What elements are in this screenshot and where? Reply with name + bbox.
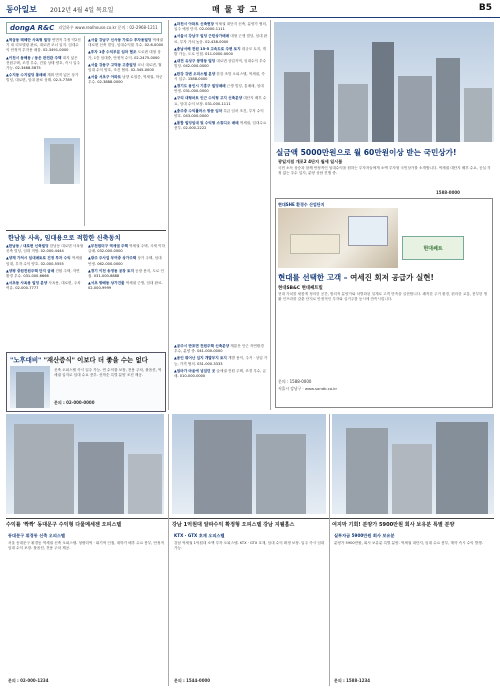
page-number: B5	[478, 3, 492, 13]
listings-column-middle	[174, 22, 268, 342]
listing-item	[6, 269, 84, 279]
bottom-phone-a: 문의 : 02-000-1234	[8, 678, 49, 683]
listing-item	[174, 96, 268, 106]
bottom-body-b: 강남 역세권 1억원대 소액 투자 오피스텔. KTX · GTX 호재, 임대 수익 확정 보장. 입주 즉시 임대 가능.	[174, 541, 325, 551]
listings-column-left-2	[88, 38, 164, 218]
listing-item	[174, 344, 268, 354]
bottom-subhead-c: 실투자금 5900만원 회사 보유분	[334, 533, 395, 538]
listing-body: 연면적 추정 약2천 기 내 리모델링 완료, 대로변 코너 입지. 임대수익 안정적 투자용 매물.	[6, 38, 81, 53]
listing-item	[88, 63, 164, 73]
listing-item	[6, 73, 82, 83]
listing-title: ▲서울 강남구 신사동 가로수 투자용빌딩	[88, 38, 152, 42]
ad-company: 현대SB&C 현대쎄트빌	[278, 286, 323, 291]
bottom-phone-b: 문의 : 1544-0000	[174, 678, 211, 683]
listing-title: ▲이천시 동해동 / 동은 완전관 주택	[6, 55, 62, 60]
ad-brand-name: 현대쎄트	[423, 245, 443, 252]
listing-item	[88, 38, 164, 48]
listing-body: 역세권 임대, 투자 수익 양호.	[6, 256, 83, 266]
agency-logo-bar	[6, 22, 162, 34]
listing-phone: 02-3468-5875	[15, 66, 41, 71]
notice-title-dark: "재산증식" 이보다 더 좋을 수는 없다	[43, 356, 148, 364]
listing-item	[174, 121, 268, 131]
ad-interior-photo	[278, 208, 398, 268]
listing-body: 상가 주택, 임대 안정.	[88, 256, 162, 266]
listing-body: 한남동 대로변 사옥형 신축 빌딩, 임대 적합.	[6, 244, 84, 254]
bottom-photo-a	[6, 414, 164, 514]
ad-caption-a: 현대를 선택한 고객 –	[278, 273, 348, 282]
listing-phone: 02-3491-0000	[42, 48, 69, 53]
listing-item	[174, 72, 268, 82]
notice-photo	[10, 366, 50, 408]
listing-body: 도로변 대형 상가, 1층 임대중, 안정적 수익.	[88, 50, 161, 60]
bottom-body-a: 서울 동대문구 휘경동 역세권 신축 오피스텔. 청량리역 · 회기역 인접, 대학가 배후 수요 풍부, 안정적 임대 수익 보장. 풀옵션, 전용 주차 제공.	[8, 541, 164, 551]
listing-phone: 02-000-2222	[183, 126, 207, 131]
ad-header: 현대SHE 환경수 산업단지	[278, 202, 325, 207]
listing-phone: 02-000-9999	[88, 286, 112, 291]
bottom-subhead-b: KTX · GTX 호재 오피스텔	[174, 533, 225, 538]
agency-contact: 리얼하우 www.realhouse.co.kr 문의 : 02-2968-1211	[58, 25, 158, 30]
listing-title: ▲한남동 / 대로변 신축빌딩	[6, 244, 49, 248]
listing-body: 근생 빌딩, 통매매, 임대 안정.	[174, 84, 264, 94]
listing-phone: 02-0000-1111	[199, 27, 225, 32]
listing-phone: 031-000-0000	[183, 89, 209, 94]
listing-phone: 042-000-0000	[183, 64, 209, 69]
listing-body: 역세권 대로변 신축 빌딩, 임대수익률 우수.	[88, 38, 163, 48]
listing-item	[174, 84, 268, 94]
listing-title: ▲충주중 수익플러스 방문 임차	[174, 108, 223, 113]
listing-body: 대형 근생 빌딩, 임대 완료, 투자 가치 높음.	[174, 34, 268, 44]
ad-caption	[278, 272, 434, 283]
listing-phone: 1588-0000	[187, 76, 208, 81]
listing-phone: 02-438-0000	[205, 39, 229, 44]
ad-caption-b: 여세진 회저 공급가 실현!	[347, 273, 434, 282]
listing-body: 한강 조망 오피스텔, 역세권, 즉시 입주.	[174, 71, 265, 81]
listing-item	[88, 75, 164, 85]
listing-body: 특급 임차 조건, 투자 수익 양호.	[174, 108, 264, 119]
listing-phone: 031-000-1111	[205, 101, 231, 106]
masthead	[0, 0, 500, 18]
listing-title: ▲역삼동 테헤란 사옥형 빌딩	[6, 38, 51, 42]
listing-phone: 032-000-0000	[97, 249, 123, 254]
listing-phone: 02-000-5555	[40, 261, 64, 266]
listing-title: ▲양재 가처시 임대매토로 진정 투자 수익	[6, 256, 71, 261]
midleft-headline: 한남동 사옥, 임대용으로 적합한 신축동치	[8, 235, 121, 242]
notice-body: 신축 오피스텔 즉시 입주 가능. 연 수익률 보장, 전용 주차, 풀옵션, 역세권 입지로 임대 수요 풍부. 선착순 특별 분양 조건 제공.	[54, 368, 162, 378]
listings-column-middle-lower	[174, 344, 268, 408]
listing-photo-small	[44, 138, 80, 184]
right-top-subhead: 광일지점 개포2 4단지 월세 일시불	[278, 159, 343, 164]
listing-title: ▲한강 강변 오피스텔 분양	[174, 71, 216, 76]
notice-phone: 문의 : 02-000-0000	[54, 400, 95, 405]
listing-body: 개발 용이, 주거 · 상업 가능, 가격 협의.	[174, 356, 268, 366]
ad-address: 서울시 강남구 · www.sandb.co.kr	[278, 386, 338, 391]
listing-body: 역세권 근생, 임대 완료.	[124, 281, 163, 286]
section-title: 매 물 광 고	[212, 5, 259, 14]
listing-title: ▲공주시 반포면 전원주택 신축분양	[174, 344, 230, 348]
listing-title: ▲서울시 강남구 빌딩 근린상가매매	[174, 34, 230, 39]
bottom-phone-c: 문의 : 1588-1234	[334, 678, 371, 683]
listing-title: ▲경기도 용인시 기흥구 빌딩매매	[174, 84, 226, 89]
listing-body: 코너 대로변, 월 임대 수익 양호, 조건 협의.	[88, 62, 162, 73]
listing-phone: 02-3888-0000	[97, 80, 123, 85]
ad-brand-logo	[402, 236, 464, 260]
listing-title: ▲충남서해 전원 15-5 고속도로 주변 토지	[174, 46, 241, 51]
listing-phone: 02-345-0000	[130, 68, 154, 73]
listing-item	[174, 59, 268, 69]
listing-item	[88, 244, 166, 254]
bottom-headline-c: 여지막 기회! 분양가 5900만원 회사 보유분 특별 분양	[332, 522, 455, 528]
listing-title: ▲과천시 아파트 신축현장	[174, 22, 214, 26]
listing-title: ▲통합 빌딩임대 및 수익형 스튜디오 매매	[174, 121, 239, 126]
listing-phone: 041-000-0000	[197, 349, 223, 354]
listing-title: ▲서초동 사옥용 빌딩 분양	[6, 281, 48, 286]
listing-item	[174, 109, 268, 119]
midright-listings	[88, 244, 166, 348]
listing-phone: 043-000-0000	[183, 114, 209, 119]
listing-item	[174, 34, 268, 44]
bottom-headline-a: 수익률 '짝짝' 동대문구 수익형 다물메세젠 오피스텔	[6, 522, 122, 528]
listing-body: 공장 용지, 도로 인접.	[88, 268, 164, 279]
listing-item	[6, 281, 84, 291]
right-top-headline: 실금액 5000만원으로 월 60만원이상 받는 국민상가!	[276, 148, 457, 157]
listing-phone: 062-000-0000	[97, 261, 123, 266]
listing-item	[174, 47, 268, 57]
listing-item	[174, 369, 268, 379]
listing-title: ▲대전 유성구 봉명동 빌딩	[174, 59, 216, 64]
listing-body: 대지 넓은 전원주택, 조경 우수, 건물 상태 양호, 즉시 입주 가능.	[6, 55, 80, 71]
ad-body: 현대 가치를 새롭게 정의한 공간, 합리적 분양가와 차별화된 설계로 고객 만족을 실현합니다. 쾌적한 주거 환경, 편리한 교통, 풍부한 생활 인프라를 갖춘 단지로 안정적인 투자와 실거주를 동시에 만족시킵니다.	[278, 292, 488, 302]
listing-body: 역세권, 임대수요 풍부.	[174, 121, 267, 131]
agency-logo: dongA R&C	[10, 24, 55, 32]
bottom-body-c: 분양가 5900만원, 회사 보유분 특별 분양. 역세권 대단지, 임대 수요 풍부, 계약 즉시 수익 발생.	[334, 541, 483, 545]
listing-title: ▲수지동 수지빌딩 통매매	[6, 73, 46, 78]
bottom-photo-c	[332, 414, 494, 514]
notice-title	[10, 355, 148, 364]
listing-title: ▲양평 중원전원주택 단지 급매	[6, 268, 55, 273]
listing-body: 대로변 상업지역, 임대수익 우수 빌딩.	[174, 59, 267, 69]
listing-title: ▲투자 1층 수익부분 임차 협조	[88, 50, 137, 55]
listing-item	[174, 22, 268, 32]
listing-body: 대단지 배후 수요, 임대 수익 보장.	[174, 96, 267, 106]
listing-title: ▲서울 강동구 고덕동 고층빌딩	[88, 62, 137, 67]
listings-column-left	[6, 38, 82, 218]
midleft-listings	[6, 244, 84, 348]
listing-body: 남향 로열층, 역세권, 학군 우수.	[88, 75, 163, 85]
listing-phone: 02-000-4444	[40, 249, 64, 254]
listing-item	[6, 244, 84, 254]
listing-item	[6, 256, 84, 266]
listing-body: 계룡산 인근 자연환경 우수, 분양 중.	[174, 344, 264, 354]
right-top-phone: 1588-0000	[436, 190, 460, 195]
listing-title: ▲부천원미구 역세권 주택	[88, 244, 128, 248]
listing-title: ▲서초 방배동 상가건물	[88, 281, 125, 286]
listing-phone: 02-000-7777	[15, 286, 39, 291]
paper-name: 동아일보	[6, 5, 37, 14]
listing-item	[88, 256, 166, 266]
bottom-subhead-a: 동대문구 휘경동 신축 오피스텔	[8, 533, 65, 538]
listing-phone: 031-000-3333	[197, 361, 223, 366]
issue-date: 2012년 4월 4일 목요일	[50, 7, 114, 14]
listing-body: 역세권 주택, 시세 이하 급매.	[88, 244, 165, 254]
listing-phone: 011-0000-0000	[205, 52, 233, 57]
listing-item	[88, 281, 166, 291]
listing-phone: 02-5-7789	[53, 78, 72, 83]
right-top-body: 국민 소득 상승과 함께 안정적인 임대수익을 원하는 투자자들에게 소액 투자형 국민상가를 소개합니다. 역세권 대단지 배후 수요, 공실 걱정 없는 우수 입지, 분양 상담 진행 중.	[278, 166, 491, 176]
bottom-headline-b: 강남 1억원대 알파수익 확정형 오피스텔 강남 지웰홈스	[172, 522, 295, 528]
listing-title: ▲용인 뛰어난 입지 개발부지 토지	[174, 356, 227, 361]
ad-phone: 문의 : 1588-0000	[278, 379, 312, 384]
listing-item	[174, 356, 268, 366]
listing-phone: 02-6-0000	[144, 43, 164, 48]
listing-item	[6, 56, 82, 72]
listing-phone: 010-000-0000	[179, 374, 206, 379]
listing-item	[88, 50, 164, 60]
listing-phone: 031-000-8888	[93, 274, 120, 279]
listing-item	[6, 38, 82, 54]
listing-title: ▲경기 이천 송정동 공장 토지	[88, 268, 134, 273]
listing-body: 역세권 대단지 신축, 분양가 협의, 입주 예정 단지.	[174, 22, 268, 32]
listing-body: 대규모 토지, 개발 가능, 도로 인접.	[174, 46, 267, 57]
listing-phone: 02-2475-0000	[134, 55, 160, 60]
listing-body: 사옥용, 대로변, 주차 여유.	[6, 281, 81, 291]
bottom-photo-b	[172, 414, 326, 514]
listing-title: ▲광주 주사업 부여중 상가주택	[88, 256, 137, 261]
notice-title-blue: "노후대비"	[10, 356, 42, 364]
listing-phone: 031-000-6666	[23, 274, 49, 279]
listing-title: ▲엄마가 마음에 넣었던 곳	[174, 368, 216, 373]
listing-body: 숲세권 전원 주택, 조경 우수, 급매.	[174, 368, 267, 379]
listing-title: ▲서울 서초구 아파트	[88, 75, 122, 80]
city-aerial-photo	[274, 22, 494, 142]
listing-body: 전원 주택, 자연 환경 우수.	[6, 268, 80, 279]
listing-item	[88, 269, 166, 279]
listing-title: ▲구리 대형마트 인근 수익형 고지 신축분양	[174, 96, 243, 101]
listing-body: 계획 면적 넓은 상가 빌딩, 대로변, 임대 완료 상태.	[6, 73, 79, 83]
